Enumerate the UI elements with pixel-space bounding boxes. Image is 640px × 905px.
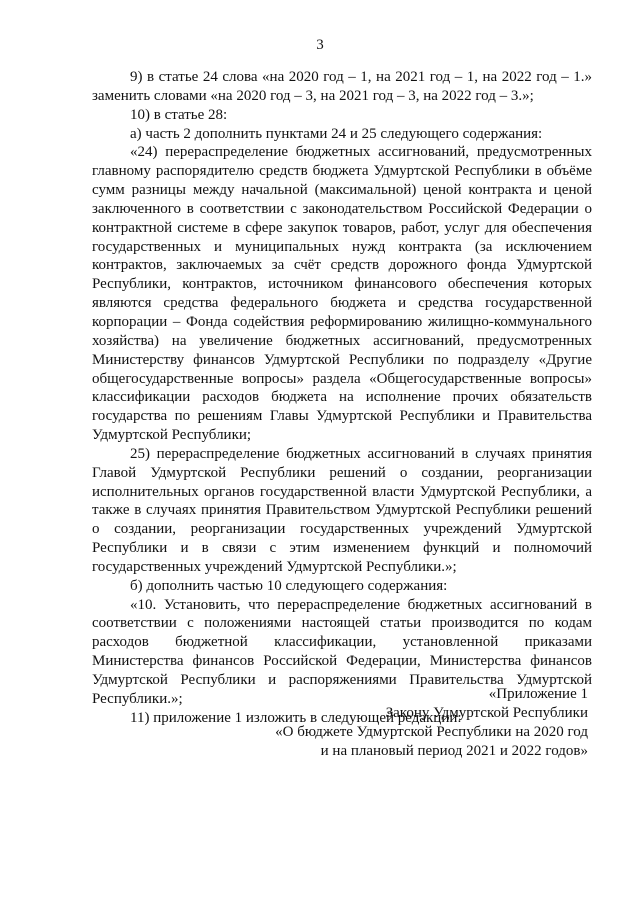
appendix-law-line: Закону Удмуртской Республики xyxy=(385,704,588,721)
appendix-heading xyxy=(200,685,588,760)
appendix-law-name: «О бюджете Удмуртской Республики на 2020 год xyxy=(275,723,588,740)
document-body xyxy=(92,68,592,728)
paragraph-part-10: «10. Установить, что перераспределение бюджетных ассигнований в соответствии с положениями настоящей статьи производится по кодам расходов бюджетной классификации, установленной приказами Министерства финансов Российской Федерации, Министерства финансов Удмуртской Республики и распоряжениями Правительства Удмуртской Республики.»; xyxy=(92,596,592,707)
paragraph-point-24: «24) перераспределение бюджетных ассигнований, предусмотренных главному распорядителю средств бюджета Удмуртской Республики в объёме сумм разницы между начальной (максимальной) ценой контракта и ценой заключенного в соответствии с законодательством Российской Федерации о контрактной системе в сфере закупок товаров, работ, услуг для обеспечения государственных и муниципальных нужд контракта (за исключением контрактов, заключаемых за счёт средств дорожного фонда Удмуртской Республики, контрактов, источником финансового обеспечения которых являются средства федерального бюджета и средства государственной корпорации – Фонда содействия реформированию жилищно-коммунального хозяйства) на увеличение бюджетных ассигнований, предусмотренных Министерству финансов Удмуртской Республики по подразделу «Другие общегосударственные вопросы» раздела «Общегосударственные вопросы» классификации расходов бюджета на исполнение прочих обязательств государства по решениям Главы Удмуртской Республики и Правительства Удмуртской Республики; xyxy=(92,144,592,444)
appendix-law-period: и на плановый период 2021 и 2022 годов» xyxy=(320,742,588,759)
paragraph-item-11: 11) приложение 1 изложить в следующей редакции: xyxy=(130,709,462,726)
paragraph-subitem-a: а) часть 2 дополнить пунктами 24 и 25 следующего содержания: xyxy=(130,125,543,142)
page-number: 3 xyxy=(316,37,324,53)
paragraph-item-9: 9) в статье 24 слова «на 2020 год – 1, на 2021 год – 1, на 2022 год – 1.» заменить словами «на 2020 год – 3, на 2021 год – 3, на 2022 год – 3.»; xyxy=(92,69,592,104)
paragraph-subitem-b: б) дополнить частью 10 следующего содержания: xyxy=(130,577,448,594)
paragraph-point-25: 25) перераспределение бюджетных ассигнований в случаях принятия Главой Удмуртской Республики решений о создании, реорганизации исполнительных органов государственной власти Удмуртской Республики, а также в случаях принятия Правительством Удмуртской Республики решений о создании, реорганизации государственных учреждений Удмуртской Республики и в связи с этим изменением функций и полномочий государственных учреждений Удмуртской Республики.»; xyxy=(92,445,592,575)
paragraph-item-10: 10) в статье 28: xyxy=(130,106,228,123)
appendix-title: «Приложение 1 xyxy=(488,686,588,702)
